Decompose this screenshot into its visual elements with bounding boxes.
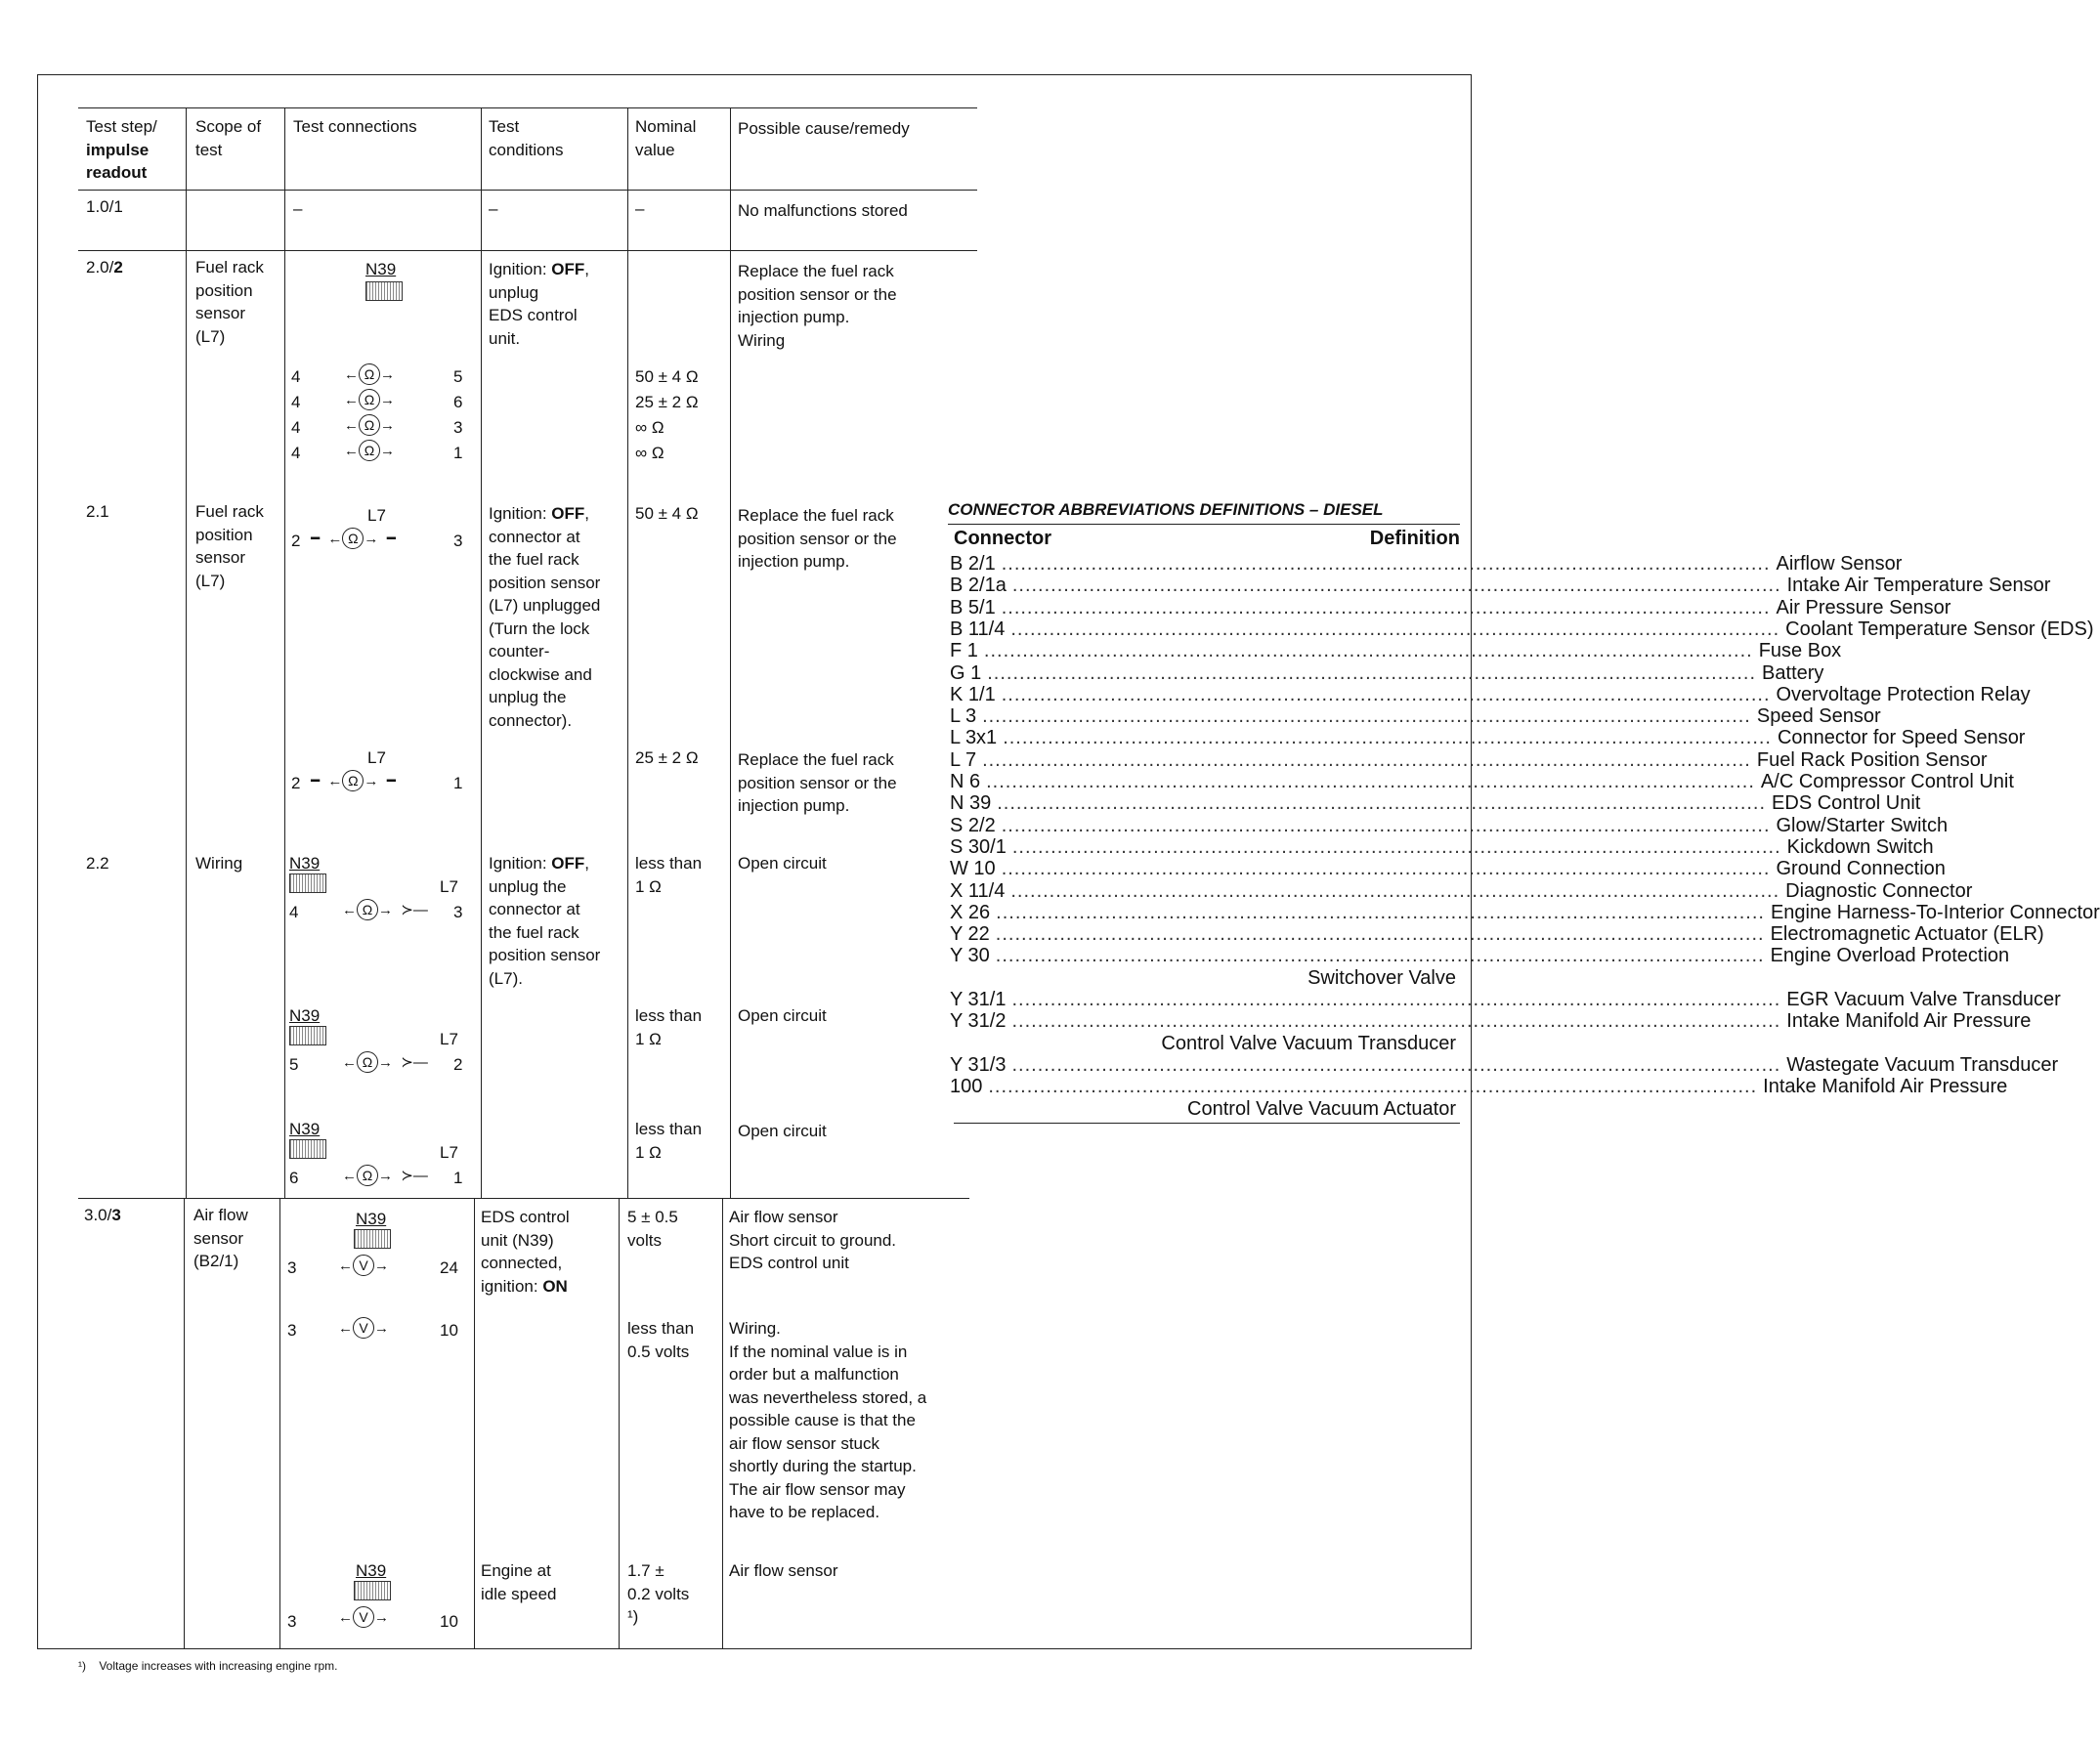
abbreviation-definition: Air Pressure Sensor	[1776, 596, 1951, 618]
row5-nominal: 5 ± 0.5 volts	[627, 1208, 678, 1250]
abbreviations-bottom-rule	[954, 1123, 1460, 1124]
ohmmeter-icon: ← Ω →	[344, 440, 395, 461]
abbreviation-code: S 30/1	[950, 835, 1007, 858]
dot-leader: ........................................................................................................................	[1011, 835, 1781, 858]
dot-leader: ........................................................................................................................	[988, 1076, 1758, 1098]
n39-connector-icon	[289, 1026, 326, 1045]
row5-conditions: EDS control unit (N39) connected, ignition: ON	[481, 1208, 570, 1296]
abbreviation-code: F 1	[950, 640, 978, 662]
header-step: Test step/ impulse readout	[86, 117, 157, 182]
row2-step: 2.0/2	[86, 258, 123, 277]
row4-conditions: Ignition: OFF, unplug the connector at the fuel rack position sensor (L7).	[489, 854, 601, 988]
abbreviation-definition: Intake Manifold Air Pressure	[1763, 1076, 2008, 1098]
ohmmeter-icon: ━ ← Ω → ━	[311, 770, 396, 791]
row5-pin-to: 24	[440, 1258, 458, 1277]
voltmeter-icon: ← V →	[338, 1606, 389, 1628]
wiring-cause: Open circuit	[738, 1006, 827, 1025]
ohmmeter-icon: ← Ω → ≻—	[342, 1051, 428, 1073]
row2-unit-label: N39	[365, 260, 397, 278]
pin-from: 4	[291, 444, 301, 462]
abbreviation-code: Y 22	[950, 923, 990, 946]
abbreviation-entry	[950, 1053, 2059, 1076]
abbreviation-definition: EDS Control Unit	[1772, 792, 1921, 815]
abbreviation-code: S 2/2	[950, 814, 996, 836]
abbreviation-definition: Coolant Temperature Sensor (EDS)	[1785, 618, 2094, 640]
row5-step: 3.0/3	[84, 1206, 121, 1224]
row5-cause2: Wiring. If the nominal value is in order but a malfunction was nevertheless stored, a possible cause is that the air flow sensor stuck shortly during the startup. The air flow sensor may have to be replaced.	[729, 1319, 927, 1521]
pin-from: 4	[291, 367, 301, 386]
row5-cause3: Air flow sensor	[729, 1561, 838, 1580]
wiring-pin-from: 6	[289, 1169, 299, 1187]
abbreviation-code: 100	[950, 1076, 983, 1098]
row3-unit-label: L7	[367, 506, 386, 525]
abbreviation-code: Y 31/2	[950, 1010, 1007, 1033]
n39-connector-icon	[289, 1139, 326, 1159]
abbreviation-entry	[950, 814, 1949, 836]
ohmmeter-icon: ← Ω →	[344, 414, 395, 436]
dot-leader: ........................................................................................................................	[995, 923, 1765, 946]
abbreviation-definition: EGR Vacuum Valve Transducer	[1786, 989, 2061, 1010]
col-divider-2b	[279, 1198, 280, 1649]
dot-leader: ........................................................................................................................	[1003, 727, 1772, 749]
abbreviation-entry	[950, 858, 1946, 880]
abbreviations-col-connector: Connector	[954, 528, 1051, 549]
row2-conditions: Ignition: OFF, unplug EDS control unit.	[489, 260, 589, 348]
abbreviation-definition-continued: Control Valve Vacuum Transducer	[1161, 1032, 1456, 1054]
col-divider-5	[730, 107, 731, 1198]
wiring-pin-to: 1	[453, 1169, 463, 1187]
row3-conditions: Ignition: OFF, connector at the fuel rack position sensor (L7) unplugged (Turn the lock counter- clockwise and unplug the connector).	[489, 504, 601, 730]
wiring-pin-from: 4	[289, 903, 299, 921]
abbreviation-entry	[950, 661, 1824, 684]
abbreviation-entry	[950, 771, 2014, 792]
abbreviation-definition: Engine Harness-To-Interior Connector	[1770, 901, 2100, 923]
row3-cause: Replace the fuel rack position sensor or the injection pump.	[738, 506, 897, 571]
wiring-unit2-label: L7	[440, 877, 458, 896]
row5-nominal3: 1.7 ± 0.2 volts ¹)	[627, 1561, 690, 1626]
row5-nominal2: less than 0.5 volts	[627, 1319, 695, 1361]
dot-leader: ........................................................................................................................	[1011, 575, 1781, 597]
abbreviation-definition: Electromagnetic Actuator (ELR)	[1770, 923, 2044, 946]
abbreviation-code: B 5/1	[950, 596, 996, 618]
header-cause: Possible cause/remedy	[738, 119, 910, 138]
row5-pin2-from: 3	[287, 1321, 297, 1340]
wiring-pin-to: 3	[453, 903, 463, 921]
abbreviation-entry	[950, 596, 1951, 618]
col-divider-3b	[474, 1198, 475, 1649]
abbreviations-title: CONNECTOR ABBREVIATIONS DEFINITIONS – DIESEL	[948, 500, 1384, 519]
abbreviation-code: L 3	[950, 705, 977, 728]
abbreviation-code: B 2/1a	[950, 575, 1007, 597]
col-divider-2	[284, 107, 285, 1198]
row3-step: 2.1	[86, 502, 109, 521]
row5-pin2-to: 10	[440, 1321, 458, 1340]
abbreviation-definition: Airflow Sensor	[1776, 553, 1903, 575]
pin-nominal: ∞ Ω	[635, 418, 664, 437]
n39-connector-icon	[354, 1581, 391, 1600]
col-divider-5b	[722, 1198, 723, 1649]
abbreviations-title-rule	[948, 524, 1460, 525]
abbreviation-entry	[950, 1076, 2008, 1098]
wiring-unit-label: N39	[289, 854, 321, 873]
abbreviation-code: K 1/1	[950, 683, 996, 705]
row3-pin-to: 3	[453, 532, 463, 550]
dot-leader: ........................................................................................................................	[1001, 553, 1771, 575]
n39-connector-icon	[289, 874, 326, 893]
col-divider-4	[627, 107, 628, 1198]
row5-scope: Air flow sensor (B2/1)	[193, 1206, 248, 1270]
abbreviation-code: L 3x1	[950, 727, 998, 749]
wiring-unit-label: N39	[289, 1120, 321, 1138]
header-bottom-rule	[78, 190, 977, 191]
dot-leader: ........................................................................................................................	[986, 771, 1755, 792]
col-divider-1	[186, 107, 187, 1198]
abbreviation-entry	[950, 1010, 2032, 1033]
wiring-nominal: less than 1 Ω	[635, 1120, 703, 1162]
wiring-unit-label: N39	[289, 1006, 321, 1025]
dot-leader: ........................................................................................................................	[1010, 618, 1780, 640]
abbreviation-definition-continued: Control Valve Vacuum Actuator	[1187, 1097, 1456, 1120]
abbreviation-definition: A/C Compressor Control Unit	[1760, 771, 2014, 792]
pin-nominal: ∞ Ω	[635, 444, 664, 462]
pin-nominal: 25 ± 2 Ω	[635, 393, 699, 411]
col-divider-4b	[619, 1198, 620, 1649]
abbreviation-definition: Overvoltage Protection Relay	[1776, 683, 2031, 705]
ohmmeter-icon: ← Ω → ≻—	[342, 1165, 428, 1186]
dot-leader: ........................................................................................................................	[987, 661, 1757, 684]
abbreviation-definition: Engine Overload Protection	[1770, 945, 2010, 967]
row5-pin3-to: 10	[440, 1612, 458, 1631]
voltmeter-icon: ← V →	[338, 1255, 389, 1276]
abbreviation-definition: Kickdown Switch	[1786, 835, 1934, 858]
abbreviation-definition: Fuse Box	[1758, 640, 1842, 662]
abbreviation-entry	[950, 901, 2100, 923]
row5-pin3-from: 3	[287, 1612, 297, 1631]
abbreviation-definition-continued: Switchover Valve	[1307, 966, 1456, 989]
dot-leader: ........................................................................................................................	[1011, 1010, 1781, 1033]
row3-nominal: 50 ± 4 Ω	[635, 504, 699, 523]
abbreviations-col-definition: Definition	[1369, 528, 1460, 549]
row3-pin2-to: 1	[453, 774, 463, 792]
wiring-unit2-label: L7	[440, 1143, 458, 1162]
wiring-cause: Open circuit	[738, 854, 827, 873]
voltmeter-icon: ← V →	[338, 1317, 389, 1339]
dot-leader: ........................................................................................................................	[1001, 683, 1771, 705]
abbreviation-entry	[950, 553, 1903, 575]
wiring-pin-to: 2	[453, 1055, 463, 1074]
n39-connector-icon	[354, 1229, 391, 1249]
row4-step: 2.2	[86, 854, 109, 873]
dot-leader: ........................................................................................................................	[1001, 596, 1771, 618]
abbreviation-definition: Diagnostic Connector	[1785, 879, 1973, 902]
abbreviation-definition: Speed Sensor	[1756, 705, 1881, 728]
pin-to: 5	[453, 367, 463, 386]
abbreviation-code: Y 30	[950, 945, 990, 967]
row1-conditions: –	[489, 199, 498, 218]
abbreviation-code: G 1	[950, 661, 982, 684]
dot-leader: ........................................................................................................................	[982, 705, 1751, 728]
row3-cause2: Replace the fuel rack position sensor or the injection pump.	[738, 750, 897, 815]
abbreviation-entry	[950, 705, 1881, 728]
n39-connector-icon	[365, 281, 403, 301]
dot-leader: ........................................................................................................................	[1011, 1053, 1781, 1076]
row3-unit2-label: L7	[367, 748, 386, 767]
header-scope: Scope of test	[195, 117, 262, 159]
dot-leader: ........................................................................................................................	[1001, 814, 1771, 836]
wiring-unit2-label: L7	[440, 1030, 458, 1048]
row1-connections: –	[293, 199, 303, 218]
dot-leader: ........................................................................................................................	[997, 792, 1767, 815]
pin-from: 4	[291, 393, 301, 411]
ohmmeter-icon: ━ ← Ω → ━	[311, 528, 396, 549]
ohmmeter-icon: ← Ω →	[344, 363, 395, 385]
row5-unit3-label: N39	[356, 1561, 387, 1580]
abbreviation-definition: Glow/Starter Switch	[1776, 814, 1949, 836]
dot-leader: ........................................................................................................................	[982, 748, 1751, 771]
col-divider-3	[481, 107, 482, 1198]
header-conditions: Test conditions	[489, 117, 564, 159]
abbreviation-definition: Connector for Speed Sensor	[1777, 727, 2026, 749]
abbreviation-entry	[950, 989, 2061, 1010]
row4-scope: Wiring	[195, 854, 243, 873]
abbreviation-code: X 26	[950, 901, 991, 923]
ohmmeter-icon: ← Ω →	[344, 389, 395, 410]
dot-leader: ........................................................................................................................	[1010, 879, 1780, 902]
header-connections: Test connections	[293, 117, 417, 136]
wiring-cause: Open circuit	[738, 1122, 827, 1140]
pin-nominal: 50 ± 4 Ω	[635, 367, 699, 386]
pin-to: 1	[453, 444, 463, 462]
abbreviation-entry	[950, 945, 2010, 967]
abbreviation-definition: Wastegate Vacuum Transducer	[1786, 1053, 2059, 1076]
dot-leader: ........................................................................................................................	[1011, 989, 1781, 1010]
abbreviation-code: B 11/4	[950, 618, 1006, 640]
row1-nominal: –	[635, 199, 645, 218]
abbreviation-code: X 11/4	[950, 879, 1006, 902]
row3-pin2-from: 2	[291, 774, 301, 792]
row5-unit-label: N39	[356, 1210, 387, 1228]
footnote: ¹) Voltage increases with increasing engine rpm.	[78, 1659, 338, 1673]
abbreviation-entry	[950, 618, 2094, 640]
abbreviation-definition: Intake Air Temperature Sensor	[1786, 575, 2051, 597]
abbreviation-code: W 10	[950, 858, 996, 880]
row1-step: 1.0/1	[86, 197, 123, 216]
abbreviation-entry	[950, 748, 1988, 771]
abbreviation-code: N 39	[950, 792, 992, 815]
dot-leader: ........................................................................................................................	[983, 640, 1753, 662]
row3-scope: Fuel rack position sensor (L7)	[195, 502, 264, 590]
abbreviation-definition: Intake Manifold Air Pressure	[1786, 1010, 2032, 1033]
row4-bottom-rule	[78, 1198, 969, 1199]
row5-cause: Air flow sensor Short circuit to ground. EDS control unit	[729, 1208, 897, 1272]
row1-bottom-rule	[78, 250, 977, 251]
abbreviation-entry	[950, 792, 1921, 815]
row3-pin-from: 2	[291, 532, 301, 550]
dot-leader: ........................................................................................................................	[1001, 858, 1771, 880]
abbreviation-entry	[950, 683, 2031, 705]
col-divider-1b	[184, 1198, 185, 1649]
abbreviation-code: N 6	[950, 771, 981, 792]
row2-cause: Replace the fuel rack position sensor or the injection pump. Wiring	[738, 262, 897, 350]
row2-scope: Fuel rack position sensor (L7)	[195, 258, 264, 346]
abbreviation-entry	[950, 923, 2044, 946]
pin-from: 4	[291, 418, 301, 437]
wiring-nominal: less than 1 Ω	[635, 1006, 703, 1048]
row3-nominal2: 25 ± 2 Ω	[635, 748, 699, 767]
wiring-pin-from: 5	[289, 1055, 299, 1074]
row5-pin-from: 3	[287, 1258, 297, 1277]
pin-to: 3	[453, 418, 463, 437]
dot-leader: ........................................................................................................................	[995, 945, 1765, 967]
abbreviation-code: Y 31/1	[950, 989, 1007, 1010]
abbreviation-code: Y 31/3	[950, 1053, 1007, 1076]
abbreviation-code: L 7	[950, 748, 977, 771]
abbreviation-definition: Ground Connection	[1776, 858, 1946, 880]
pin-to: 6	[453, 393, 463, 411]
abbreviation-code: B 2/1	[950, 553, 996, 575]
ohmmeter-icon: ← Ω → ≻—	[342, 899, 428, 920]
abbreviation-definition: Fuel Rack Position Sensor	[1756, 748, 1988, 771]
row5-conditions3: Engine at idle speed	[481, 1561, 557, 1603]
header-nominal: Nominal value	[635, 117, 697, 159]
abbreviation-entry	[950, 727, 2026, 749]
table-top-rule	[78, 107, 977, 108]
abbreviation-entry	[950, 879, 1973, 902]
abbreviation-definition: Battery	[1762, 661, 1824, 684]
wiring-nominal: less than 1 Ω	[635, 854, 703, 896]
dot-leader: ........................................................................................................................	[996, 901, 1765, 923]
row1-cause: No malfunctions stored	[738, 201, 908, 220]
abbreviation-entry	[950, 575, 2051, 597]
abbreviation-entry	[950, 835, 1934, 858]
abbreviation-entry	[950, 640, 1842, 662]
